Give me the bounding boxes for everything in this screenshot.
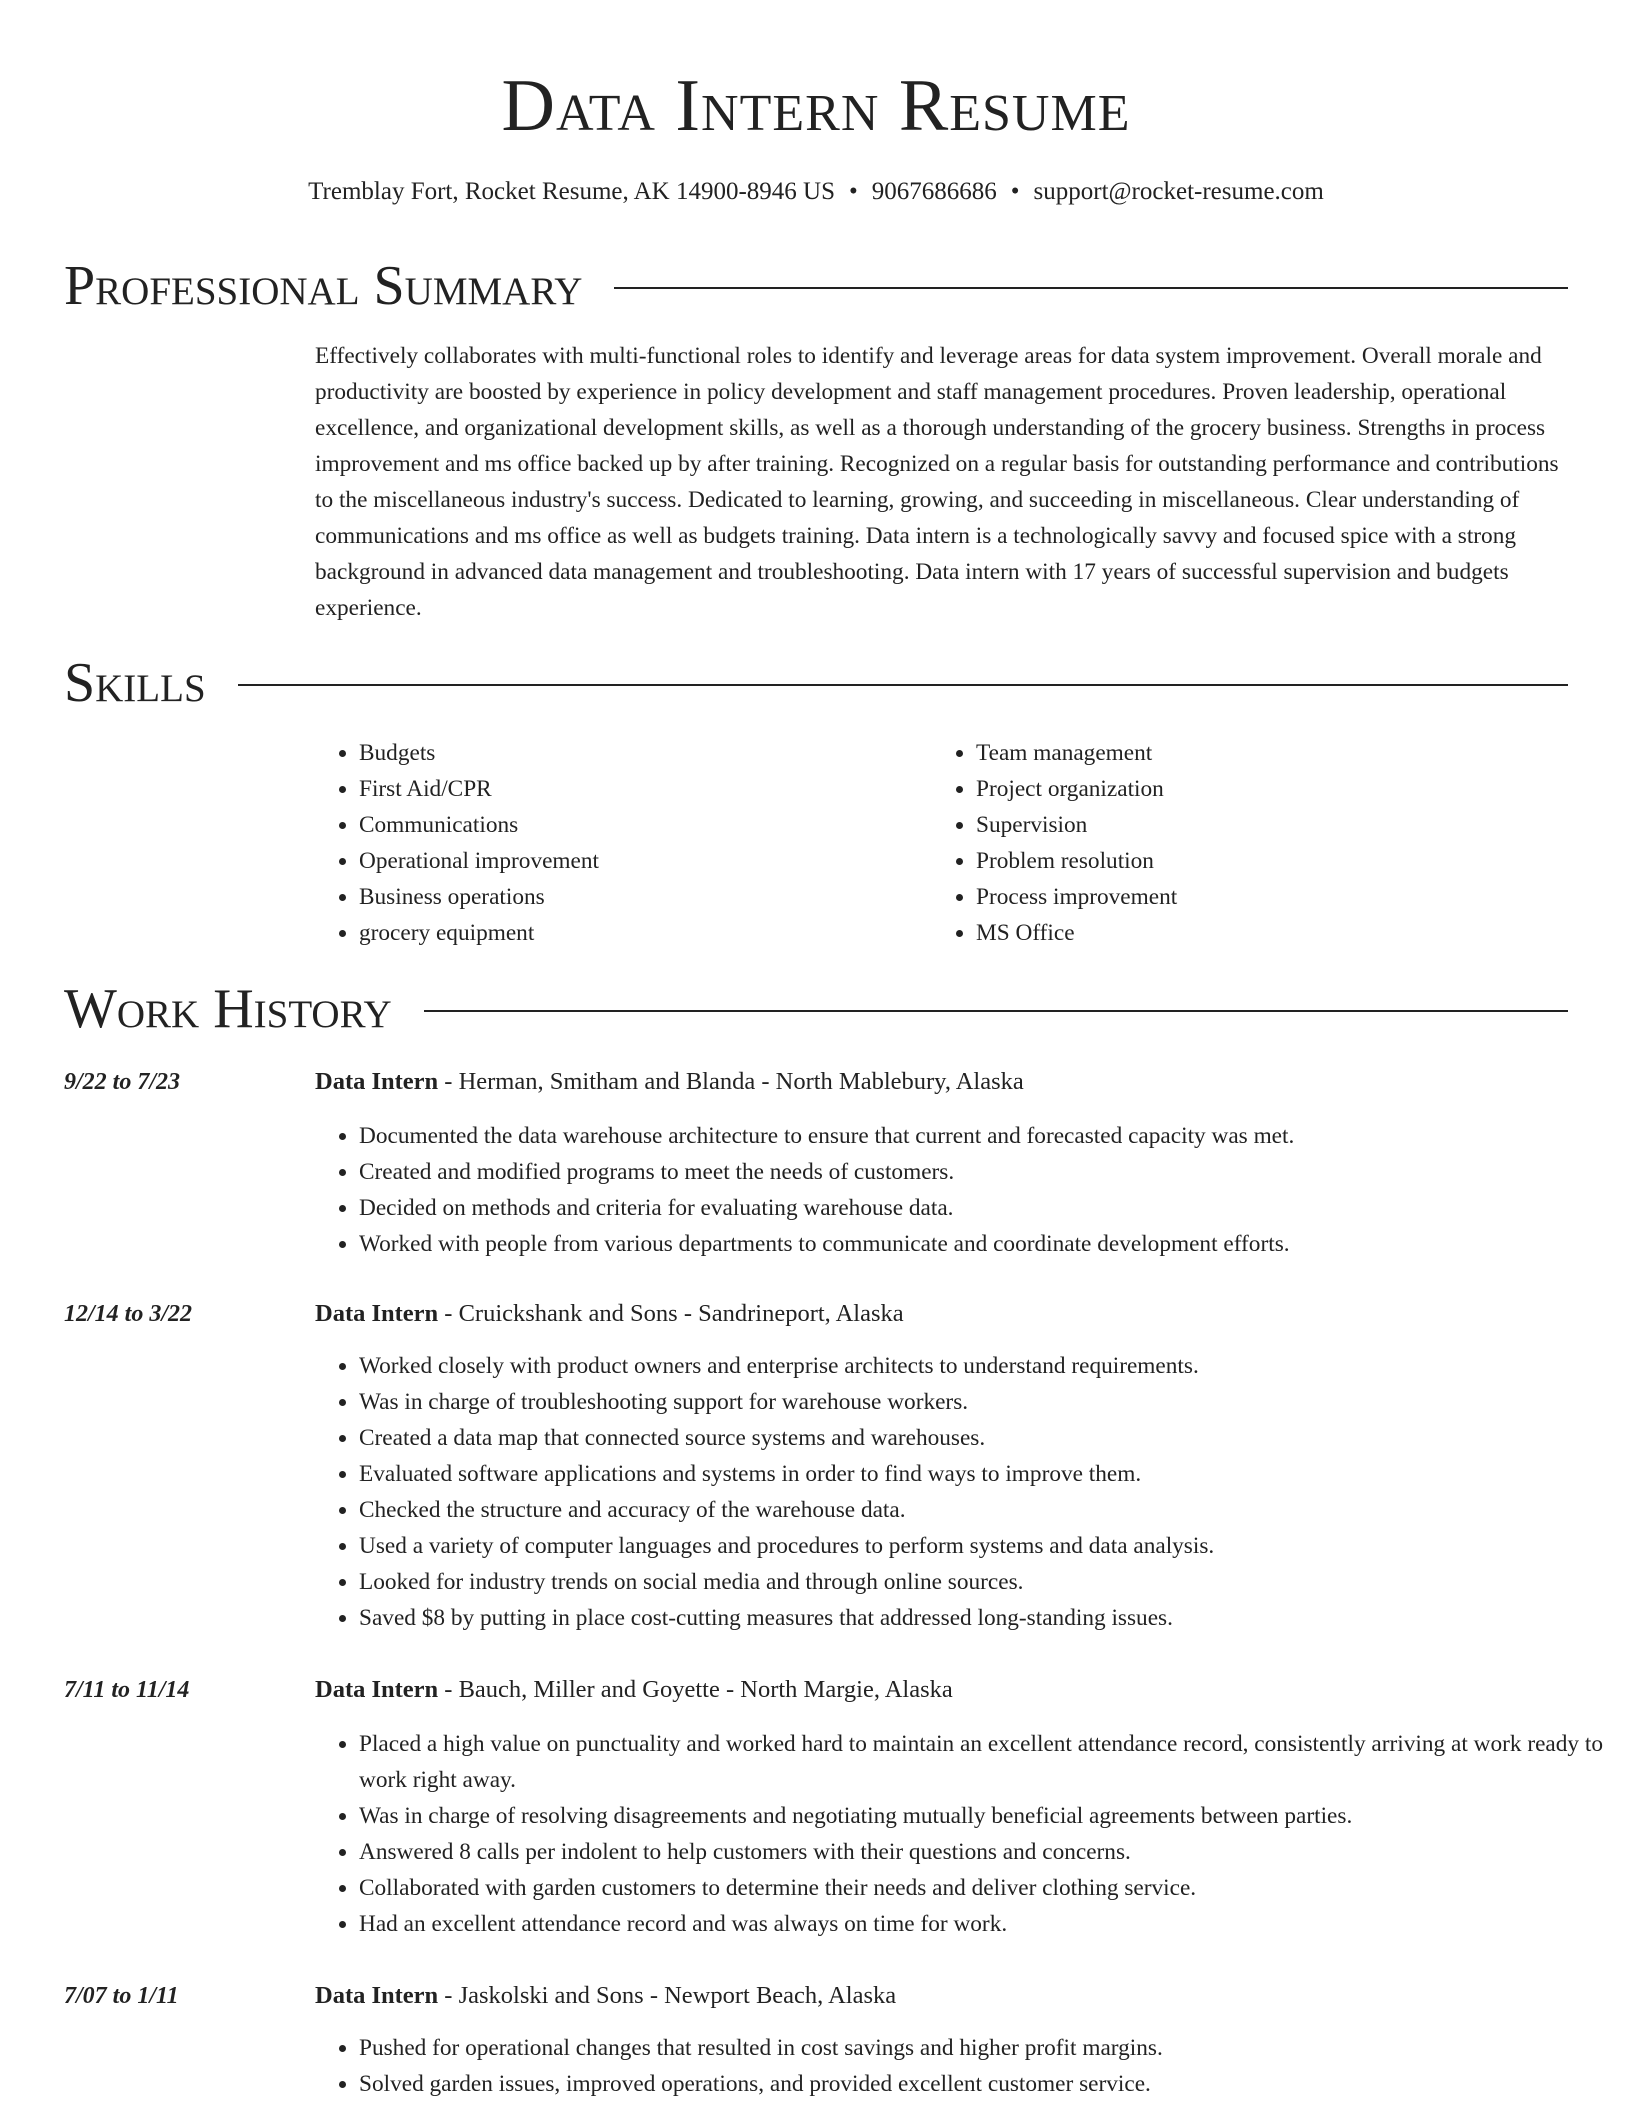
job-bullet: • Decided on methods and criteria for evaluating warehouse data. — [359, 1190, 1619, 1226]
job-role-line — [315, 1064, 1024, 1100]
contact-line — [0, 174, 1632, 210]
job-role-line — [315, 1296, 904, 1332]
job-dates: 9/22 to 7/23 — [64, 1069, 181, 1095]
job-bullets — [315, 1348, 1619, 1636]
summary-heading: Professional Summary — [64, 255, 583, 317]
skill-item: • Operational improvement — [359, 843, 932, 879]
job-title: Data Intern — [315, 1300, 439, 1327]
job-bullet: • Documented the data warehouse architecture to ensure that current and forecasted capacity was met. — [359, 1118, 1619, 1154]
job-dates: 7/11 to 11/14 — [64, 1677, 190, 1703]
skills-column-right — [932, 735, 1549, 951]
job-role-line — [315, 1978, 896, 2014]
job-bullets — [315, 2030, 1619, 2102]
job-title: Data Intern — [315, 1982, 439, 2009]
contact-phone: 9067686686 — [871, 178, 997, 205]
job-role-line — [315, 1672, 953, 1708]
contact-email: support@rocket-resume.com — [1033, 178, 1324, 205]
skill-item: • Project organization — [976, 771, 1549, 807]
job-bullet: • Pushed for operational changes that resulted in cost savings and higher profit margins. — [359, 2030, 1619, 2066]
section-divider — [238, 684, 1568, 686]
skills-heading: Skills — [64, 652, 206, 714]
job-bullets — [315, 1118, 1619, 1262]
contact-address: Tremblay Fort, Rocket Resume, AK 14900-8946 US — [308, 178, 835, 205]
skill-item: • Business operations — [359, 879, 932, 915]
skill-item: • grocery equipment — [359, 915, 932, 951]
job-bullet: • Used a variety of computer languages and procedures to perform systems and data analysis. — [359, 1528, 1619, 1564]
summary-section-header — [64, 254, 1568, 318]
skill-item: • MS Office — [976, 915, 1549, 951]
work-heading: Work History — [64, 978, 392, 1040]
skill-item: • First Aid/CPR — [359, 771, 932, 807]
skill-item: • Process improvement — [976, 879, 1549, 915]
job-bullet: • Evaluated software applications and systems in order to find ways to improve them. — [359, 1456, 1619, 1492]
job-details: - Herman, Smitham and Blanda - North Mablebury, Alaska — [438, 1068, 1024, 1095]
skill-item: • Problem resolution — [976, 843, 1549, 879]
skills-section-header — [64, 651, 1568, 715]
section-divider — [614, 287, 1568, 289]
job-bullet: • Answered 8 calls per indolent to help customers with their questions and concerns. — [359, 1834, 1619, 1870]
contact-separator: • — [849, 178, 858, 205]
job-details: - Jaskolski and Sons - Newport Beach, Alaska — [438, 1982, 897, 2009]
skills-column-left — [315, 735, 932, 951]
summary-text: Effectively collaborates with multi-functional roles to identify and leverage areas for data system improvement. Overall morale and productivity are boosted by experience in policy development and staff management procedures. Proven leadership, operational excellence, and organizational development skills, as well as a thorough understanding of the grocery business. Strengths in process improvement and ms office backed up by after training. Recognized on a regular basis for outstanding performance and contributions to the miscellaneous industry's success. Dedicated to learning, growing, and succeeding in miscellaneous. Clear understanding of communications and ms office as well as budgets training. Data intern is a technologically savvy and focused spice with a strong background in advanced data management and troubleshooting. Data intern with 17 years of successful supervision and budgets experience. — [315, 343, 1559, 621]
job-bullet: • Was in charge of resolving disagreements and negotiating mutually beneficial agreements between parties. — [359, 1798, 1619, 1834]
job-bullet: • Looked for industry trends on social media and through online sources. — [359, 1564, 1619, 1600]
skill-item: • Budgets — [359, 735, 932, 771]
resume-title: Data Intern Resume — [501, 65, 1131, 147]
job-bullet: • Created and modified programs to meet the needs of customers. — [359, 1154, 1619, 1190]
job-details: - Bauch, Miller and Goyette - North Margie, Alaska — [438, 1676, 953, 1703]
job-details: - Cruickshank and Sons - Sandrineport, Alaska — [438, 1300, 904, 1327]
job-dates: 7/07 to 1/11 — [64, 1983, 179, 2009]
section-divider — [424, 1010, 1568, 1012]
job-title: Data Intern — [315, 1068, 439, 1095]
job-bullet: • Solved garden issues, improved operations, and provided excellent customer service. — [359, 2066, 1619, 2102]
contact-separator: • — [1010, 178, 1020, 205]
job-bullets — [315, 1726, 1619, 1942]
job-bullet: • Worked with people from various departments to communicate and coordinate development efforts. — [359, 1226, 1619, 1262]
work-section-header — [64, 977, 1568, 1041]
job-bullet: • Created a data map that connected source systems and warehouses. — [359, 1420, 1619, 1456]
skill-item: • Communications — [359, 807, 932, 843]
job-bullet: • Checked the structure and accuracy of the warehouse data. — [359, 1492, 1619, 1528]
job-bullet: • Placed a high value on punctuality and worked hard to maintain an excellent attendance record, consistently arriving at work ready to work right away. — [359, 1726, 1619, 1798]
job-bullet: • Collaborated with garden customers to determine their needs and deliver clothing service. — [359, 1870, 1619, 1906]
job-bullet: • Had an excellent attendance record and was always on time for work. — [359, 1906, 1619, 1942]
job-dates: 12/14 to 3/22 — [64, 1301, 193, 1327]
job-bullet: • Saved $8 by putting in place cost-cutting measures that addressed long-standing issues. — [359, 1600, 1619, 1636]
job-title: Data Intern — [315, 1676, 439, 1703]
job-bullet: • Worked closely with product owners and enterprise architects to understand requirements. — [359, 1348, 1619, 1384]
skills-list — [315, 735, 1571, 951]
job-bullet: • Was in charge of troubleshooting support for warehouse workers. — [359, 1384, 1619, 1420]
skill-item: • Team management — [976, 735, 1549, 771]
skill-item: • Supervision — [976, 807, 1549, 843]
